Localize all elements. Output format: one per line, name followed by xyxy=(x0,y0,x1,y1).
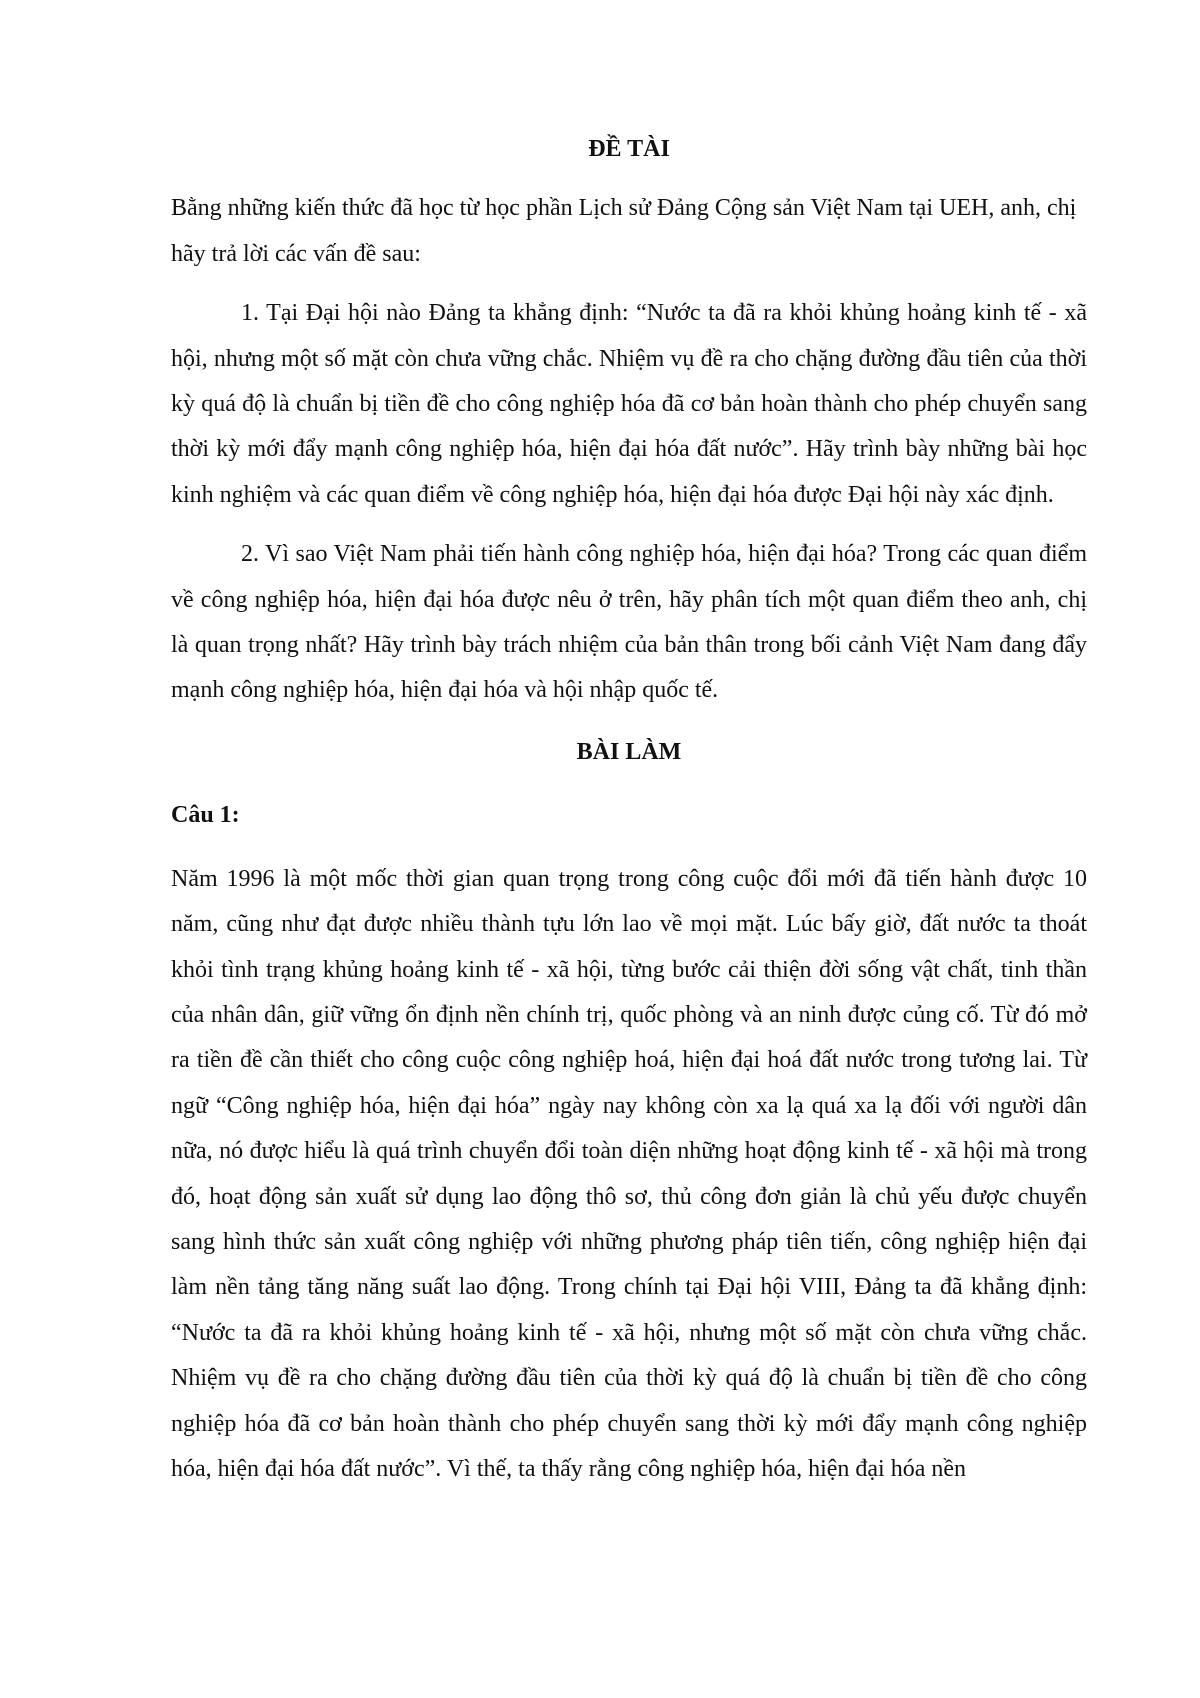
document-title: ĐỀ TÀI xyxy=(588,136,670,162)
document-body xyxy=(171,127,1087,1492)
answer-paragraph: Năm 1996 là một mốc thời gian quan trọng trong công cuộc đổi mới đã tiến hành được 10 năm, cũng như đạt được nhiều thành tựu lớn lao về mọi mặt. Lúc bấy giờ, đất nước ta thoát khỏi tình trạng khủng hoảng kinh tế - xã hội, từng bước cải thiện đời sống vật chất, tinh thần của nhân dân, giữ vững ổn định nền chính trị, quốc phòng và an ninh được củng cố. Từ đó mở ra tiền đề cần thiết cho công cuộc công nghiệp hoá, hiện đại hoá đất nước trong tương lai. Từ ngữ “Công nghiệp hóa, hiện đại hóa” ngày nay không còn xa lạ quá xa lạ đối với người dân nữa, nó được hiểu là quá trình chuyển đổi toàn diện những hoạt động kinh tế - xã hội mà trong đó, hoạt động sản xuất sử dụng lao động thô sơ, thủ công đơn giản là chủ yếu được chuyển sang hình thức sản xuất công nghiệp với những phương pháp tiên tiến, công nghiệp hiện đại làm nền tảng tăng năng suất lao động. Trong chính tại Đại hội VIII, Đảng ta đã khẳng định: “Nước ta đã ra khỏi khủng hoảng kinh tế - xã hội, nhưng một số mặt còn chưa vững chắc. Nhiệm vụ đề ra cho chặng đường đầu tiên của thời kỳ quá độ là chuẩn bị tiền đề cho công nghiệp hóa đã cơ bản hoàn thành cho phép chuyển sang thời kỳ mới đẩy mạnh công nghiệp hóa, hiện đại hóa đất nước”. Vì thế, ta thấy rằng công nghiệp hóa, hiện đại hóa nền xyxy=(171,865,1087,1482)
answer-title: BÀI LÀM xyxy=(576,738,682,765)
answer-label: Câu 1: xyxy=(171,802,240,829)
question-1: 1. Tại Đại hội nào Đảng ta khẳng định: “Nước ta đã ra khỏi khủng hoảng kinh tế - xã hội, nhưng một số mặt còn chưa vững chắc. Nhiệm vụ đề ra cho chặng đường đầu tiên của thời kỳ quá độ là chuẩn bị tiền đề cho công nghiệp hóa đã cơ bản hoàn thành cho phép chuyển sang thời kỳ mới đẩy mạnh công nghiệp hóa, hiện đại hóa đất nước”. Hãy trình bày những bài học kinh nghiệm và các quan điểm về công nghiệp hóa, hiện đại hóa được Đại hội này xác định. xyxy=(171,300,1087,508)
question-2: 2. Vì sao Việt Nam phải tiến hành công nghiệp hóa, hiện đại hóa? Trong các quan điểm về công nghiệp hóa, hiện đại hóa được nêu ở trên, hãy phân tích một quan điểm theo anh, chị là quan trọng nhất? Hãy trình bày trách nhiệm của bản thân trong bối cảnh Việt Nam đang đẩy mạnh công nghiệp hóa, hiện đại hóa và hội nhập quốc tế. xyxy=(171,541,1087,704)
intro-paragraph: Bằng những kiến thức đã học từ học phần Lịch sử Đảng Cộng sản Việt Nam tại UEH, anh, chị hãy trả lời các vấn đề sau: xyxy=(171,195,1077,267)
